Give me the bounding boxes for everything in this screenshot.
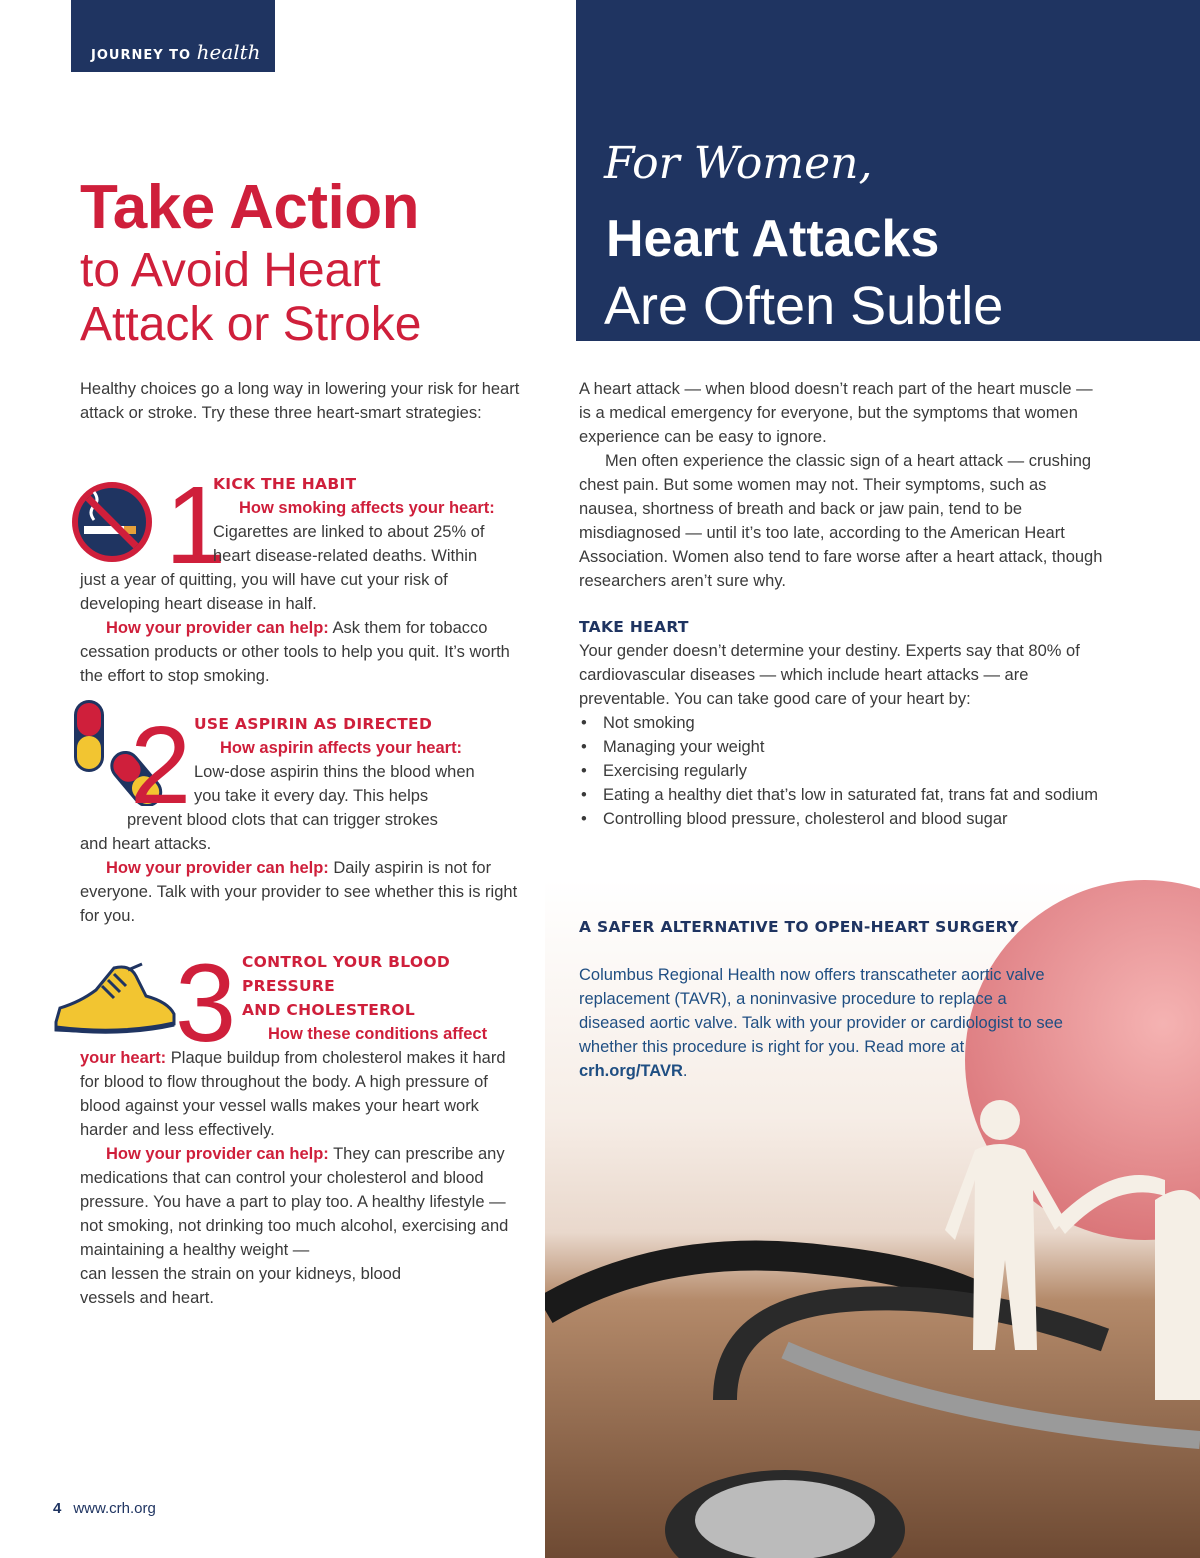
strategy-1 <box>80 464 528 690</box>
list-item: • Eating a healthy diet that’s low in saturated fat, trans fat and sodium <box>579 783 1109 807</box>
strategy-3 <box>80 942 528 1310</box>
strategy-3-heading: CONTROL YOUR BLOOD PRESSURE AND CHOLESTEROL <box>242 953 451 1019</box>
footer-url[interactable]: www.crh.org <box>73 1500 156 1517</box>
strategy-3-affects: How these conditions affect your heart: Plaque buildup from cholesterol makes it hard for blood to flow throughout the body. A high pressure of blood against your vessel walls makes your heart work harder and less effectively. <box>80 1025 506 1139</box>
strategy-1-help: How your provider can help: Ask them for tobacco cessation products or other tools to help you quit. It’s worth the effort to stop smoking. <box>80 619 510 685</box>
strategy-2 <box>80 704 528 930</box>
list-item: • Controlling blood pressure, cholesterol and blood sugar <box>579 807 1109 831</box>
strategy-2-help: How your provider can help: Daily aspirin is not for everyone. Talk with your provider to see whether this is right for you. <box>80 859 518 925</box>
strategy-2-heading: USE ASPIRIN AS DIRECTED <box>194 715 433 733</box>
no-smoking-icon <box>70 480 154 564</box>
strategy-2-number: 2 <box>130 704 192 827</box>
strategy-1-number: 1 <box>165 464 227 587</box>
strategy-2-affects-line3: prevent blood clots that can trigger strokes <box>127 811 438 829</box>
feature-intro: A heart attack — when blood doesn’t reach part of the heart muscle — is a medical emergency for everyone, but the symptoms that women experience can be easy to ignore. Men often experience the classic sign of a heart attack — crushing chest pain. But some women may not. Their symptoms, such as nausea, shortness of breath and back or jaw pain, tend to be misdiagnosed — until it’s too late, according to the American Heart Association. Women also tend to fare worse after a heart attack, though researchers aren’t sure why. <box>579 380 1103 590</box>
page-footer <box>53 1500 156 1517</box>
strategy-1-affects: How smoking affects your heart: Cigarettes are linked to about 25% of heart disease-related deaths. Within <box>213 499 495 565</box>
left-intro: Healthy choices go a long way in lowering your risk for heart attack or stroke. Try these three heart-smart strategies: <box>80 380 520 422</box>
take-heart-heading: TAKE HEART <box>579 618 689 636</box>
tavr-section: A SAFER ALTERNATIVE TO OPEN-HEART SURGERY Columbus Regional Health now offers transcatheter aortic valve replacement (TAVR), a noninvasive procedure to replace a diseased aortic valve. Talk with your provider or cardiologist to see whether this procedure is right for you. Read more at crh.org/TAVR. <box>579 915 1069 1083</box>
strategy-2-affects-rest: and heart attacks. <box>80 835 212 853</box>
heart-care-list <box>579 711 1109 831</box>
section-tab <box>71 0 275 72</box>
list-item: • Exercising regularly <box>579 759 1109 783</box>
tavr-heading: A SAFER ALTERNATIVE TO OPEN-HEART SURGERY <box>579 918 1019 936</box>
strategy-2-affects: How aspirin affects your heart: Low-dose aspirin thins the blood when you take it every day. This helps <box>194 739 475 805</box>
feature-subtitle: Are Often Subtle <box>604 276 1004 336</box>
section-label: JOURNEY TO health <box>91 40 261 64</box>
strategy-3-number: 3 <box>175 942 237 1065</box>
list-item: • Not smoking <box>579 711 1109 735</box>
left-subtitle: to Avoid Heart Attack or Stroke <box>80 244 422 351</box>
strategy-3-help: How your provider can help: They can prescribe any medications that can control your cholesterol and blood pressure. You have a part to play too. A healthy lifestyle — not smoking, not drinking too much alcohol, exercising and maintaining a healthy weight — can lessen the strain on your kidneys, blood vessels and heart. <box>80 1145 509 1307</box>
tavr-link[interactable]: crh.org/TAVR <box>579 1062 683 1080</box>
list-item: • Managing your weight <box>579 735 1109 759</box>
feature-title: Heart Attacks <box>606 210 940 268</box>
feature-header-band <box>576 0 1200 341</box>
feature-script-title: For Women, <box>604 138 873 189</box>
strategy-1-affects-rest: just a year of quitting, you will have cut your risk of developing heart disease in half. <box>80 571 448 613</box>
take-heart-section: TAKE HEART Your gender doesn’t determine your destiny. Experts say that 80% of cardiovascular diseases — which include heart attacks — are preventable. You can take good care of your heart by: • Not smoking • Managing your weight • Exercising regularly • Eating a healthy diet that’s low in saturated fat, trans fat and sodium • Controlling blood pressure, cholesterol and blood sugar <box>579 615 1109 831</box>
left-title: Take Action <box>80 173 420 242</box>
page-number: 4 <box>53 1500 62 1517</box>
strategy-1-heading: KICK THE HABIT <box>213 475 357 493</box>
